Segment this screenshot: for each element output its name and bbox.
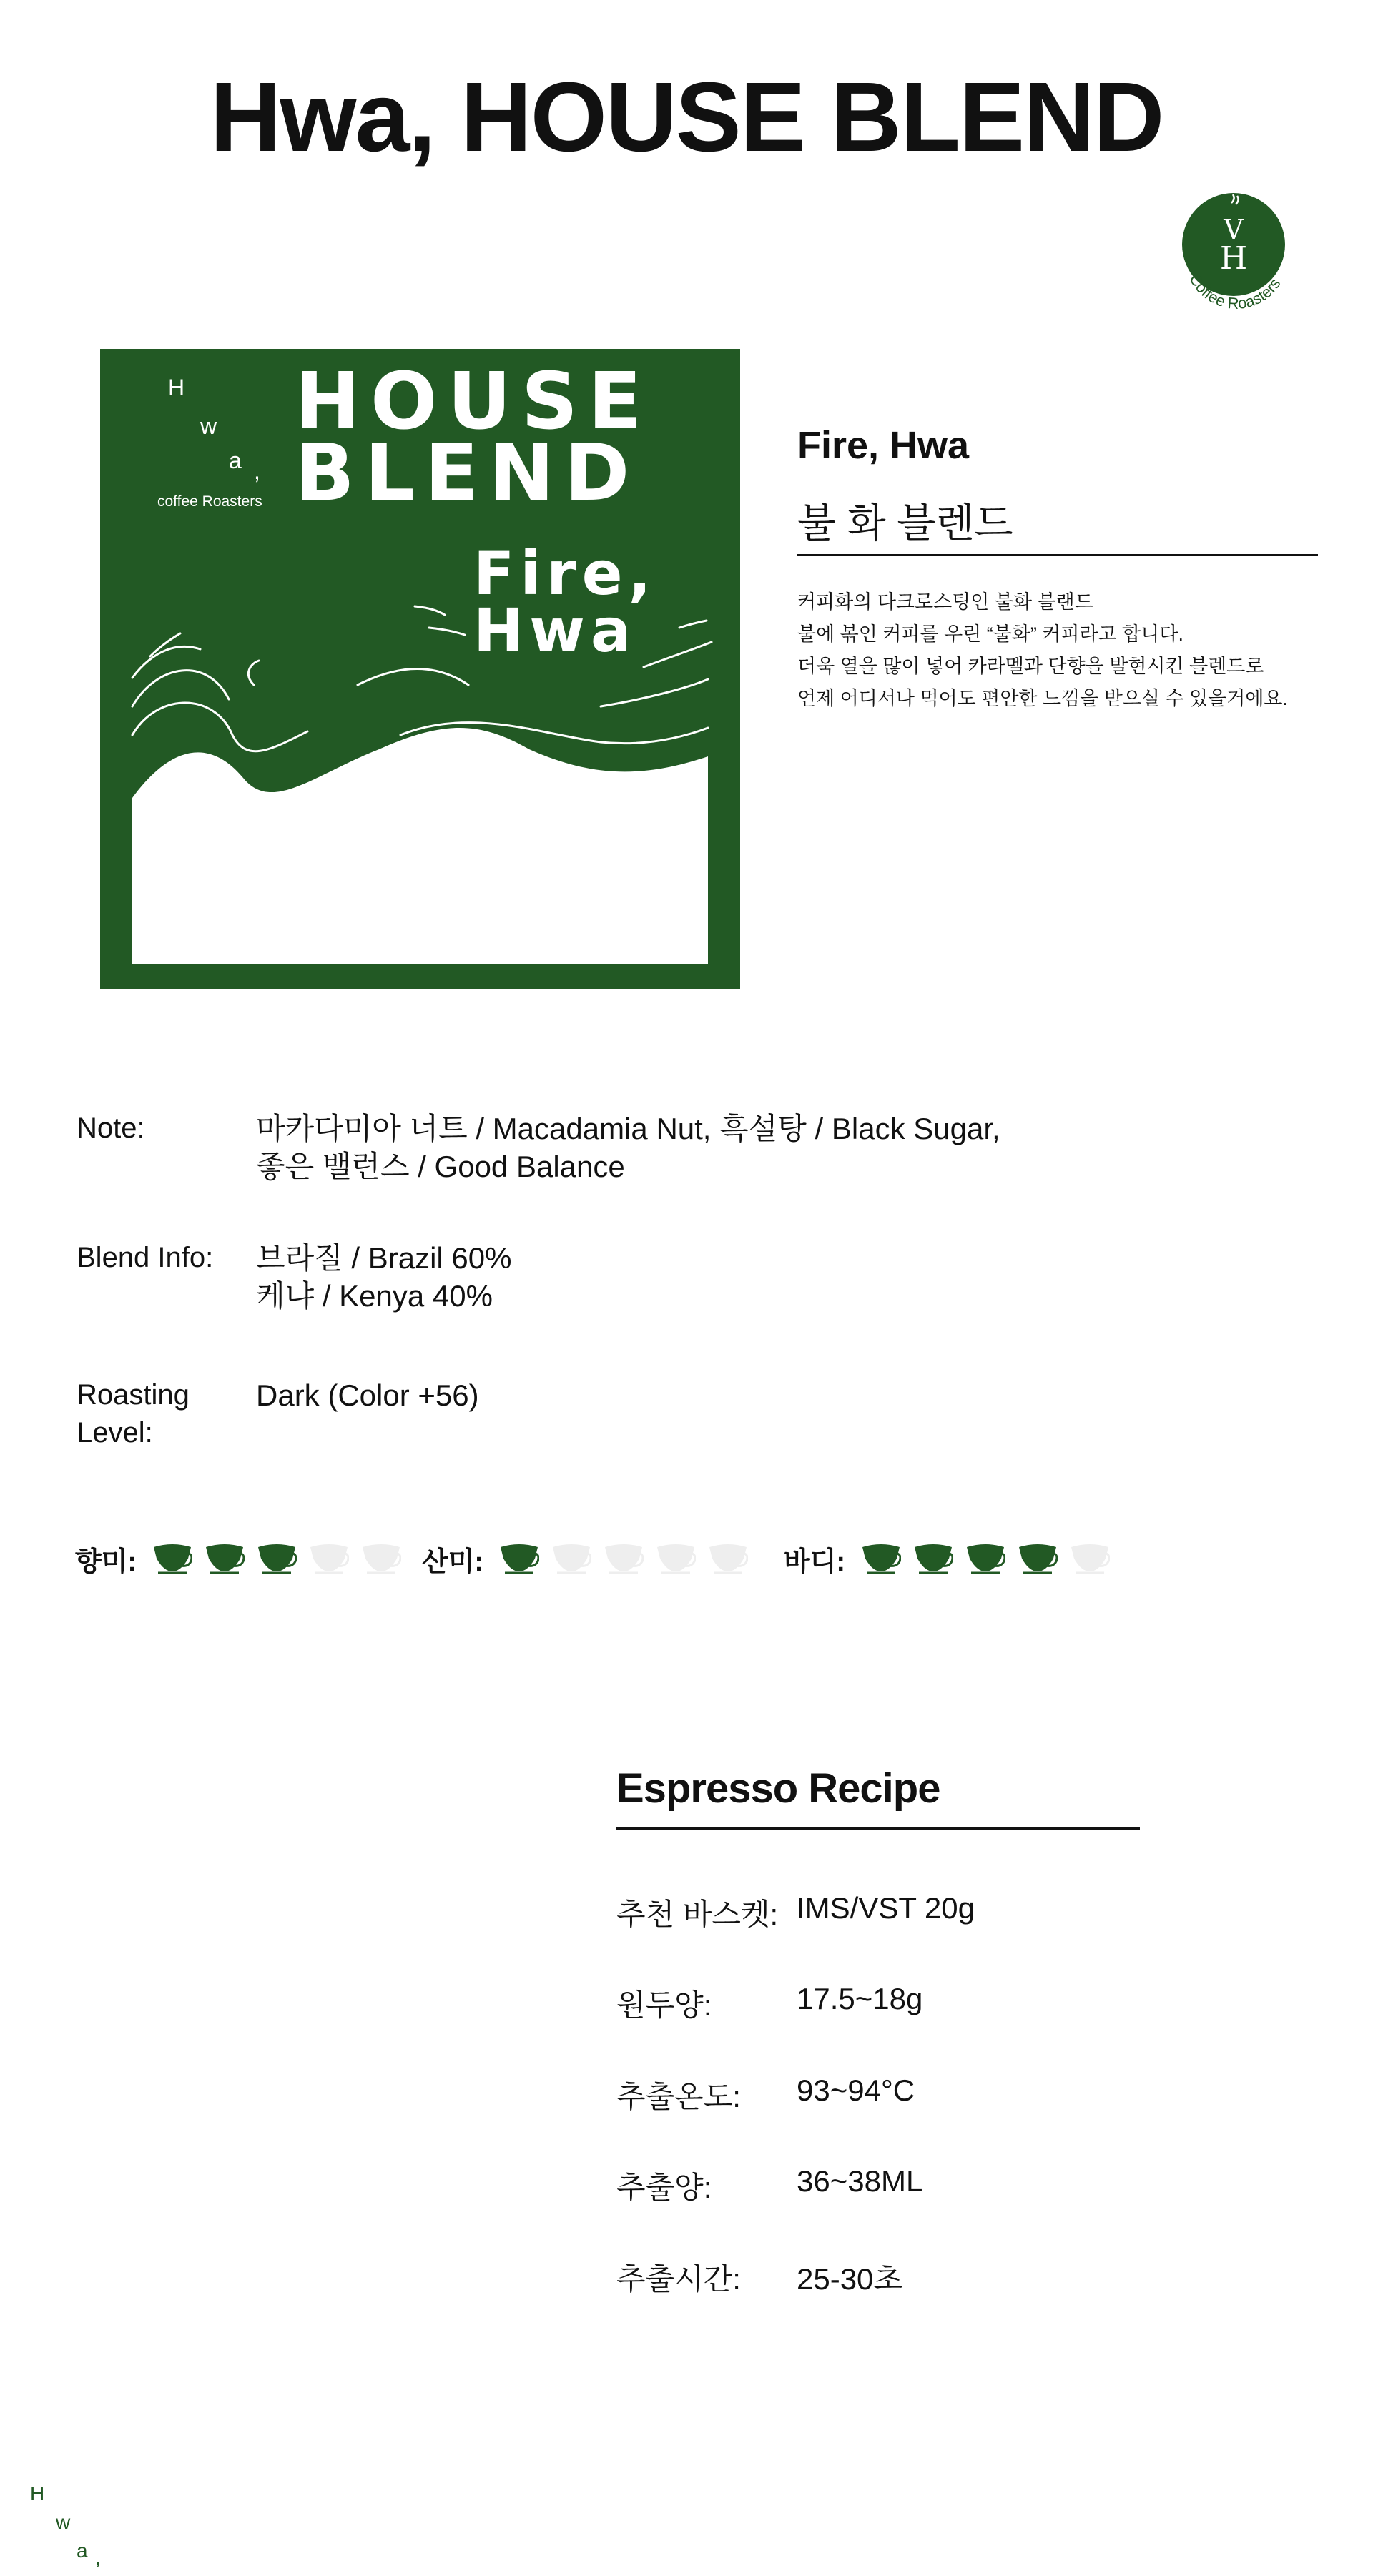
logo-monogram-bottom: H (1219, 240, 1248, 277)
roasting-label-line: Roasting (77, 1379, 190, 1411)
recipe-value: IMS/VST 20g (797, 1891, 975, 1925)
package-corner-comma: , (254, 458, 260, 484)
description-line: 커피화의 다크로스팅인 불화 블랜드 (797, 591, 1093, 613)
logo-arc-text: Coffee Roasters (1186, 270, 1284, 313)
cup-empty-icon (551, 1543, 591, 1574)
cup-filled-icon (152, 1543, 192, 1574)
cup-empty-icon (361, 1543, 401, 1574)
description-line: 불에 볶인 커피를 우린 “불화” 커피라고 합니다. (797, 623, 1183, 645)
white-landscape (132, 728, 708, 964)
recipe-row (616, 2164, 922, 2207)
blend-label: Blend Info: (77, 1242, 214, 1273)
recipe-key: 추출시간: (616, 2262, 741, 2296)
cup-filled-icon (861, 1543, 901, 1574)
cup-filled-icon (257, 1543, 297, 1574)
rating-body (784, 1537, 1122, 1580)
recipe-row (616, 2256, 902, 2299)
divider (797, 554, 1318, 556)
product-description (797, 586, 1288, 715)
package-corner-letter-w: w (200, 413, 217, 439)
page-title: Hwa, HOUSE BLEND (210, 62, 1163, 172)
cup-empty-icon (708, 1543, 748, 1574)
footer-mark (0, 2481, 143, 2576)
footer-letter: , (95, 2547, 101, 2569)
recipe-key: 원두양: (616, 1988, 712, 2022)
rating-label: 바디: (784, 1546, 846, 1577)
package-illustration (100, 349, 740, 989)
footer-letter: a (77, 2540, 88, 2562)
cup-filled-icon (499, 1543, 539, 1574)
recipe-row (616, 1982, 922, 2025)
blend-line: 케냐 / Kenya 40% (256, 1279, 493, 1313)
product-name-en: Fire, Hwa (797, 424, 970, 467)
logo-monogram-top: V (1224, 214, 1244, 245)
cup-empty-icon (604, 1543, 644, 1574)
recipe-value: 17.5~18g (797, 1982, 923, 2015)
recipe-value: 25-30초 (797, 2262, 902, 2296)
rating-aroma (75, 1537, 413, 1580)
roasting-value: Dark (Color +56) (256, 1378, 479, 1412)
cup-filled-icon (965, 1543, 1005, 1574)
description-line: 언제 어디서나 먹어도 편안한 느낌을 받으실 수 있을거에요. (797, 688, 1288, 709)
cup-filled-icon (205, 1543, 245, 1574)
roasting-label (77, 1376, 234, 1452)
package-subtitle: coffee Roasters (157, 493, 262, 510)
cup-filled-icon (1018, 1543, 1058, 1574)
cup-empty-icon (656, 1543, 696, 1574)
recipe-title: Espresso Recipe (616, 1765, 940, 1812)
recipe-key: 추천 바스켓: (616, 1898, 779, 1931)
rating-acidity (422, 1537, 760, 1580)
package-headline-house: HOUSE (295, 355, 652, 447)
recipe-key: 추출온도: (616, 2080, 741, 2113)
product-name-ko: 불 화 블렌드 (797, 500, 1013, 546)
recipe-divider (616, 1827, 1140, 1830)
recipe-row (616, 1891, 975, 1934)
footer-letter: w (56, 2511, 71, 2533)
note-value (256, 1110, 1000, 1185)
brand-logo (1173, 187, 1294, 330)
blend-line: 브라질 / Brazil 60% (256, 1241, 512, 1275)
note-line: 좋은 밸런스 / Good Balance (256, 1150, 625, 1183)
blend-value (256, 1239, 511, 1315)
rating-label: 향미: (75, 1546, 137, 1577)
cup-empty-icon (1070, 1543, 1110, 1574)
package-name-fire: Fire, (473, 538, 657, 608)
cup-filled-icon (913, 1543, 953, 1574)
recipe-value: 93~94°C (797, 2073, 915, 2107)
roasting-label-line: Level: (77, 1417, 153, 1449)
description-line: 더욱 열을 많이 넣어 카라멜과 단향을 발현시킨 블렌드로 (797, 656, 1264, 677)
footer-letter: H (30, 2482, 45, 2505)
package-corner-letter-a: a (229, 448, 242, 473)
package-corner-letter-h: H (168, 375, 185, 400)
package-headline-blend: BLEND (295, 427, 640, 518)
cup-empty-icon (309, 1543, 349, 1574)
recipe-row (616, 2073, 915, 2116)
recipe-key: 추출양: (616, 2171, 712, 2204)
package-name-hwa: Hwa (473, 596, 637, 666)
note-label: Note: (77, 1112, 145, 1144)
rating-label: 산미: (422, 1546, 484, 1577)
recipe-value: 36~38ML (797, 2164, 923, 2198)
note-line: 마카다미아 너트 / Macadamia Nut, 흑설탕 / Black Sugar, (256, 1112, 1000, 1145)
